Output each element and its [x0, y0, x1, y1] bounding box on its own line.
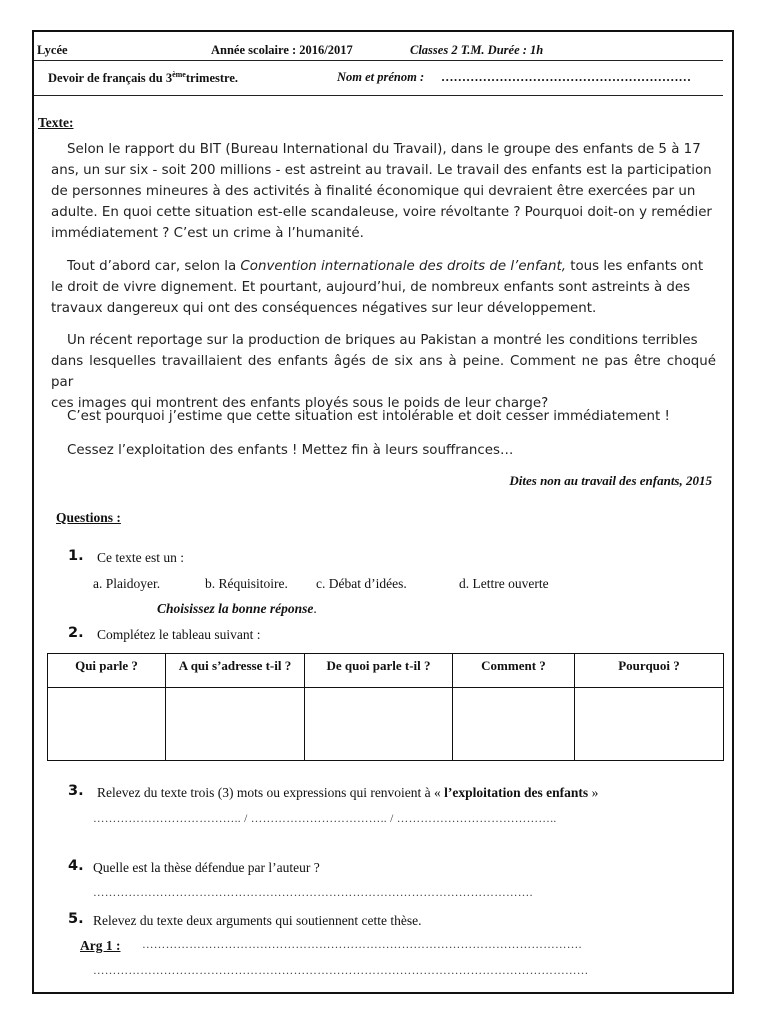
table-header-pourquoi: Pourquoi ?	[575, 654, 724, 688]
text-source: Dites non au travail des enfants, 2015	[509, 473, 712, 488]
q4-answer-line[interactable]: ………………………………………………………………………………………………….	[93, 887, 533, 899]
school-label: Lycée	[37, 43, 68, 57]
q3-number: 3.	[68, 783, 84, 799]
q1-option-a: a. Plaidoyer.	[93, 576, 161, 591]
q5-arg1-line-2[interactable]: ………………………………………………………………………………………………………………	[93, 965, 589, 977]
school-year: Année scolaire : 2016/2017	[211, 43, 353, 57]
q4-number: 4.	[68, 858, 84, 874]
q5-number: 5.	[68, 911, 84, 927]
paragraph-5: Cessez l’exploitation des enfants ! Mettez fin à leurs souffrances…	[67, 443, 514, 458]
table-cell-comment[interactable]	[453, 688, 575, 761]
analysis-table	[47, 653, 724, 761]
q1-text: Ce texte est un :	[97, 550, 184, 565]
q4-text: Quelle est la thèse défendue par l’auteur ?	[93, 860, 320, 875]
text-heading: Texte:	[38, 115, 74, 130]
questions-heading: Questions :	[56, 510, 121, 525]
name-field[interactable]: ……………………………………………………	[441, 70, 691, 84]
table-cell-qui-parle[interactable]	[48, 688, 166, 761]
q2-number: 2.	[68, 625, 84, 641]
q1-option-c: c. Débat d’idées.	[316, 576, 407, 591]
table-cell-a-qui[interactable]	[166, 688, 305, 761]
table-cell-pourquoi[interactable]	[575, 688, 724, 761]
paragraph-4: C’est pourquoi j’estime que cette situation est intolérable et doit cesser immédiatement !	[67, 409, 670, 424]
q3-text: Relevez du texte trois (3) mots ou expressions qui renvoient à « l’exploitation des enfants »	[97, 785, 599, 800]
paragraph-2: Tout d’abord car, selon la Convention internationale des droits de l’enfant, tous les enfants ont le droit de vivre dignement. Et pourtant, aujourd’hui, de nombreux enfants sont astreints à des travaux dangereux qui ont des conséquences négatives sur leur développement.	[51, 259, 704, 316]
q1-instruction: Choisissez la bonne réponse.	[157, 601, 317, 616]
exam-title: Devoir de français du 3èmetrimestre.	[48, 70, 239, 86]
exam-page	[32, 30, 734, 994]
table-header-comment: Comment ?	[453, 654, 575, 688]
header-divider-1	[34, 60, 723, 61]
q1-option-d: d. Lettre ouverte	[459, 576, 549, 591]
name-label: Nom et prénom :	[337, 70, 425, 84]
paragraph-3: Un récent reportage sur la production de briques au Pakistan a montré les conditions terribles dans lesquelles travaillaient des enfants âgés de six ans à peine. Comment ne pas être choqué par ces images qui montrent des enfants ployés sous le poids de leur charge?	[51, 333, 716, 411]
q2-text: Complétez le tableau suivant :	[97, 627, 261, 642]
q5-arg1-label: Arg 1 :	[80, 938, 121, 953]
paragraph-1: Selon le rapport du BIT (Bureau International du Travail), dans le groupe des enfants de 5 à 17 ans, un sur six - soit 200 millions - est astreint au travail. Le travail des enfants est la participation de personnes mineures à des activités à finalité économique qui devraient être exercées par un adulte. En quoi cette situation est-elle scandaleuse, voire révoltante ? Pourquoi doit-on y remédier immédiatement ? C’est un crime à l’humanité.	[51, 142, 712, 241]
table-cell-de-quoi[interactable]	[305, 688, 453, 761]
q1-option-b: b. Réquisitoire.	[205, 576, 288, 591]
table-header-qui-parle: Qui parle ?	[48, 654, 166, 688]
q5-text: Relevez du texte deux arguments qui soutiennent cette thèse.	[93, 913, 422, 928]
q1-number: 1.	[68, 548, 84, 564]
table-header-a-qui: A qui s’adresse t-il ?	[166, 654, 305, 688]
q3-answer-line[interactable]: ……………………………….. / …………………………….. / …………………………………..	[93, 813, 557, 825]
table-header-de-quoi: De quoi parle t-il ?	[305, 654, 453, 688]
header-divider-2	[34, 95, 723, 96]
class-duration: Classes 2 T.M. Durée : 1h	[410, 43, 544, 57]
q5-arg1-line[interactable]: ………………………………………………………………………………………………….	[142, 939, 582, 951]
